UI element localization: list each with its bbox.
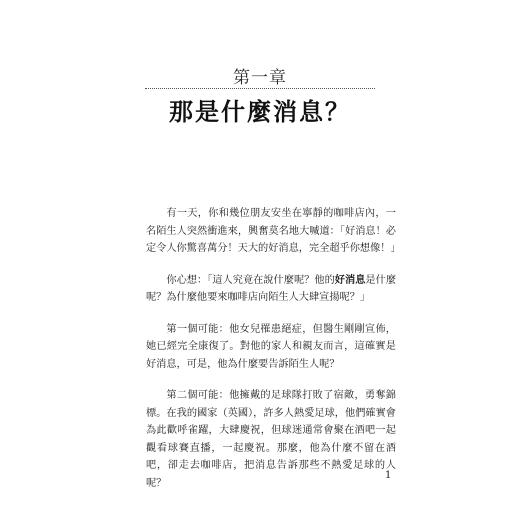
paragraph-2-before: 你心想：「這人究竟在說什麼呢？他的: [166, 274, 335, 286]
chapter-title: 那是什麼消息？: [169, 97, 351, 126]
chapter-label: 第一章: [233, 68, 287, 88]
paragraph-4: 第二個可能：他擁戴的足球隊打敗了宿敵，勇奪錦標。在我的國家（英國），許多人熱愛足球，他們確實會為此歡呼雀躍，大肆慶祝，但球迷通常會聚在酒吧一起觀看球賽直播，一起慶祝。那麼，他為什麼不留在酒吧，卻走去咖啡店，把消息告訴那些不熱愛足球的人呢？: [146, 390, 396, 489]
chapter-divider: [145, 88, 375, 89]
paragraph-3: 第一個可能：他女兒罹患絕症，但醫生剛剛宣佈，她已經完全康復了。對他的家人和親友而言，這確實是好消息，可是，他為什麼要告訴陌生人呢？: [146, 323, 396, 370]
body-text: [146, 205, 401, 506]
paragraph-2: [146, 272, 396, 307]
paragraph-2-after: 是什麼呢？為什麼他要來咖啡店向陌生人大肆宣揚呢？」: [146, 274, 397, 303]
page-number: 1: [385, 470, 392, 481]
paragraph-1: 有一天，你和幾位朋友安坐在寧靜的咖啡店內，一名陌生人突然衝進來，興奮莫名地大喊道：「好消息！必定令人你驚喜萬分！天大的好消息，完全超乎你想像！」: [146, 208, 401, 254]
paragraph-2-emphasis: 好消息: [334, 273, 366, 286]
